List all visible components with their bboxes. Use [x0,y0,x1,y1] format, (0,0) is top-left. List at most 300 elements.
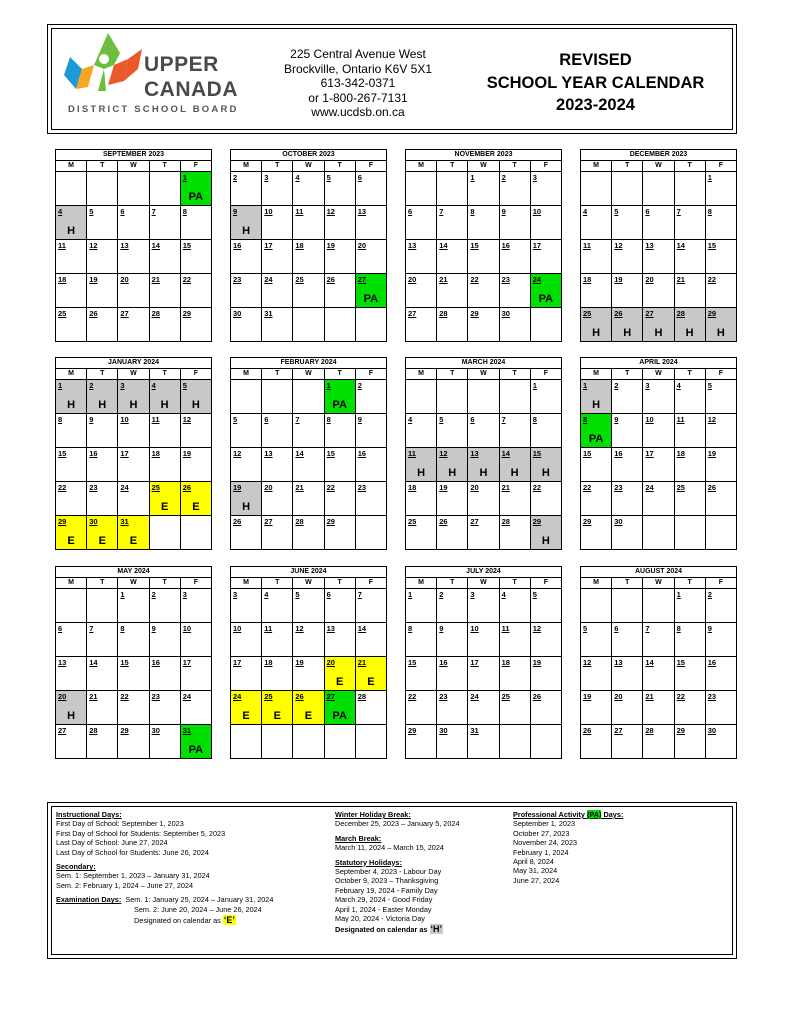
day-number: 13 [264,449,273,458]
day-cell [530,691,561,725]
day-cell [149,448,180,482]
day-number: 23 [357,483,367,492]
weekday-header: T [674,161,705,172]
legend-line: May 20, 2024 - Victoria Day [335,914,425,924]
day-cell [643,482,674,516]
day-cell [581,380,612,414]
day-cell [118,274,149,308]
day-cell [530,414,561,448]
day-number: 20 [357,241,367,250]
day-cell [87,448,118,482]
day-cell [437,380,468,414]
address-line: 225 Central Avenue West [290,47,426,61]
legend-instructional-column [56,810,336,925]
day-number: 3 [645,381,650,390]
day-cell [643,691,674,725]
day-number: 18 [295,241,304,250]
day-cell [262,657,293,691]
day-number: 11 [295,207,304,216]
day-cell [705,240,736,274]
day-number: 8 [326,415,331,424]
day-cell [674,240,705,274]
day-cell [674,657,705,691]
weekday-header: M [406,578,437,589]
day-number: 4 [583,207,588,216]
day-cell [87,380,118,414]
day-cell [118,448,149,482]
day-number: 22 [707,275,717,284]
day-cell [499,308,530,342]
day-designation: H [479,467,488,479]
day-number: 14 [357,624,367,633]
day-designation: H [191,399,200,411]
day-cell [149,172,180,206]
day-cell [180,240,211,274]
legend-line: October 27, 2023 [513,828,570,838]
day-number: 21 [89,692,98,701]
day-cell [406,725,437,759]
day-number: 5 [89,207,94,216]
day-cell [262,414,293,448]
title-line: REVISED [559,51,632,69]
weekday-header: W [468,578,499,589]
day-number: 11 [583,241,591,250]
day-number: 17 [233,658,242,667]
day-number: 1 [182,173,187,182]
day-designation: H [160,399,169,411]
day-cell [674,206,705,240]
day-cell [231,448,262,482]
month-title: DECEMBER 2023 [581,150,737,161]
instructional-heading: Instructional Days: [56,810,122,819]
day-cell [355,172,386,206]
weekday-header: T [499,161,530,172]
day-number: 1 [408,590,413,599]
day-number: 21 [645,692,654,701]
day-number: 15 [532,449,542,458]
day-cell [262,623,293,657]
day-number: 27 [120,309,129,318]
legend-line: December 25, 2023 – January 5, 2024 [335,819,460,829]
day-cell [324,172,355,206]
day-cell [180,725,211,759]
day-cell [118,589,149,623]
day-cell [293,380,324,414]
day-number: 7 [501,415,506,424]
day-number: 3 [264,173,269,182]
day-number: 28 [357,692,367,701]
day-cell [437,172,468,206]
day-number: 30 [89,517,98,526]
secondary-heading: Secondary: [56,862,96,872]
day-cell [437,657,468,691]
day-cell [437,516,468,550]
day-cell [231,657,262,691]
weekday-header: F [705,578,736,589]
day-number: 17 [645,449,654,458]
day-cell [355,657,386,691]
legend-line: Sem. 2: June 20, 2024 – June 26, 2024 [134,904,262,914]
day-cell [262,448,293,482]
day-number: 5 [326,173,331,182]
day-cell [499,448,530,482]
month-calendar [580,149,737,342]
day-cell [118,623,149,657]
day-cell [499,725,530,759]
day-cell [406,240,437,274]
day-cell [355,274,386,308]
day-number: 3 [233,590,238,599]
day-cell [643,380,674,414]
day-cell [355,448,386,482]
day-cell [231,691,262,725]
legend-line: June 27, 2024 [513,875,560,885]
day-cell [437,589,468,623]
day-number: 9 [614,415,619,424]
day-cell [56,516,87,550]
day-number: 1 [470,173,475,182]
march-break-heading: March Break: [335,833,382,843]
day-cell [293,691,324,725]
day-cell [149,206,180,240]
legend-line: Sem. 1: September 1, 2023 – January 31, 2024 [56,871,210,881]
month-calendar [230,357,387,550]
day-cell [643,172,674,206]
day-number: 25 [501,692,510,701]
day-number: 8 [583,415,588,424]
day-number: 12 [295,624,304,633]
day-cell [468,482,499,516]
weekday-header: M [581,369,612,380]
weekday-header: W [643,369,674,380]
day-designation: E [160,501,169,513]
day-cell [231,725,262,759]
day-number: 23 [151,692,160,701]
day-cell [581,240,612,274]
day-cell [468,240,499,274]
weekday-header: T [612,161,643,172]
day-cell [499,657,530,691]
day-number: 29 [408,726,417,735]
weekday-header: T [324,578,355,589]
day-number: 27 [357,275,367,284]
day-number: 10 [645,415,654,424]
weekday-header: T [499,578,530,589]
day-cell [87,623,118,657]
day-cell [406,206,437,240]
day-cell [530,725,561,759]
day-number: 28 [501,517,510,526]
weekday-header: T [674,578,705,589]
day-cell [293,482,324,516]
day-number: 26 [583,726,592,735]
day-number: 31 [264,309,273,318]
day-number: 23 [233,275,242,284]
day-cell [56,589,87,623]
month-calendar [405,566,562,759]
day-cell [530,380,561,414]
day-number: 10 [470,624,479,633]
day-number: 4 [501,590,506,599]
day-number: 14 [676,241,685,250]
month-calendar [55,149,212,342]
day-cell [87,172,118,206]
day-number: 30 [501,309,510,318]
day-number: 24 [532,275,542,284]
day-number: 15 [707,241,717,250]
day-cell [705,414,736,448]
day-designation: H [685,327,694,339]
day-cell [468,657,499,691]
day-number: 17 [470,658,479,667]
day-number: 15 [583,449,592,458]
logo-board-text: DISTRICT SCHOOL BOARD [68,104,239,115]
day-cell [705,623,736,657]
day-number: 9 [357,415,362,424]
exam-note-text: Designated on calendar as [134,916,221,926]
day-number: 23 [501,275,510,284]
day-cell [180,414,211,448]
day-number: 2 [89,381,94,390]
calendar-legend [47,802,737,959]
day-number: 7 [295,415,300,424]
day-cell [612,448,643,482]
day-number: 8 [676,624,681,633]
day-number: 5 [583,624,588,633]
day-number: 22 [326,483,335,492]
day-designation: H [541,535,550,547]
day-number: 11 [58,241,66,250]
day-cell [87,516,118,550]
day-cell [293,516,324,550]
day-number: 29 [707,309,717,318]
day-number: 7 [439,207,444,216]
day-number: 16 [614,449,623,458]
day-cell [149,308,180,342]
day-number: 29 [182,309,192,318]
day-number: 28 [295,517,304,526]
ucdsb-logo [58,29,243,125]
day-cell [180,691,211,725]
day-cell [406,516,437,550]
day-number: 8 [707,207,712,216]
day-number: 10 [182,624,192,633]
day-number: 21 [676,275,685,284]
day-cell [56,240,87,274]
day-number: 7 [676,207,681,216]
day-cell [499,414,530,448]
day-cell [56,274,87,308]
day-number: 9 [89,415,94,424]
day-number: 27 [264,517,273,526]
day-cell [643,308,674,342]
day-cell [581,206,612,240]
day-cell [293,623,324,657]
day-cell [355,725,386,759]
day-cell [87,691,118,725]
day-number: 18 [58,275,67,284]
weekday-header: T [149,161,180,172]
weekday-header: M [231,161,262,172]
day-number: 24 [470,692,479,701]
day-number: 27 [645,309,654,318]
day-cell [499,623,530,657]
day-designation: E [304,710,313,722]
day-designation: PA [588,433,604,445]
day-cell [180,623,211,657]
day-number: 9 [501,207,506,216]
pa-heading-text: Professional Activity [513,810,587,819]
board-address [268,47,448,120]
day-cell [406,482,437,516]
day-designation: H [67,399,76,411]
day-cell [180,516,211,550]
day-number: 3 [120,381,125,390]
day-number: 30 [151,726,160,735]
day-number: 4 [58,207,63,216]
day-number: 24 [264,275,273,284]
day-cell [180,448,211,482]
day-number: 17 [182,658,192,667]
day-number: 22 [470,275,479,284]
month-title: JUNE 2024 [231,567,387,578]
day-cell [262,482,293,516]
day-number: 25 [295,275,304,284]
day-number: 29 [676,726,685,735]
winter-break-heading: Winter Holiday Break: [335,810,411,819]
day-cell [437,414,468,448]
weekday-header: T [149,578,180,589]
day-cell [293,448,324,482]
day-designation: H [67,710,76,722]
day-number: 23 [614,483,623,492]
weekday-header: T [499,369,530,380]
weekday-header: W [293,578,324,589]
day-cell [118,172,149,206]
day-number: 2 [501,173,506,182]
weekday-header: M [56,369,87,380]
day-cell [437,725,468,759]
legend-line: April 8, 2024 [513,857,554,867]
day-cell [612,623,643,657]
day-designation: E [242,710,250,722]
day-number: 22 [408,692,417,701]
month-calendar [230,566,387,759]
day-number: 22 [120,692,129,701]
day-cell [468,448,499,482]
day-number: 16 [151,658,160,667]
day-cell [674,172,705,206]
day-cell [87,414,118,448]
day-cell [324,623,355,657]
day-cell [612,725,643,759]
day-number: 30 [614,517,623,526]
title-line: SCHOOL YEAR CALENDAR [486,73,705,92]
day-number: 16 [501,241,510,250]
day-cell [643,657,674,691]
day-cell [406,691,437,725]
day-cell [581,623,612,657]
day-number: 15 [182,241,192,250]
day-cell [355,589,386,623]
day-number: 17 [532,241,542,250]
day-cell [468,414,499,448]
day-cell [87,482,118,516]
day-number: 19 [439,483,448,492]
day-number: 20 [614,692,623,701]
day-number: 2 [707,590,712,599]
day-number: 13 [326,624,335,633]
day-number: 21 [357,658,367,667]
day-number: 2 [357,381,362,390]
day-number: 29 [470,309,479,318]
day-designation: H [98,399,107,411]
day-cell [406,380,437,414]
day-number: 8 [532,415,537,424]
day-cell [612,274,643,308]
day-cell [468,589,499,623]
day-number: 13 [470,449,479,458]
day-cell [705,482,736,516]
title-line: 2023-2024 [556,96,635,114]
day-number: 22 [676,692,685,701]
day-cell [581,172,612,206]
day-cell [149,240,180,274]
day-cell [324,482,355,516]
day-designation: E [129,535,138,547]
month-title: OCTOBER 2023 [231,150,387,161]
day-number: 27 [58,726,67,735]
day-number: 15 [676,658,685,667]
month-title: MAY 2024 [56,567,212,578]
day-cell [406,589,437,623]
day-cell [118,240,149,274]
day-number: 20 [470,483,479,492]
day-number: 18 [408,483,417,492]
day-cell [581,516,612,550]
day-designation: H [129,399,138,411]
day-designation: PA [538,293,554,305]
day-number: 22 [583,483,592,492]
day-cell [468,308,499,342]
weekday-header: F [180,161,211,172]
day-number: 25 [583,309,592,318]
day-cell [530,172,561,206]
weekday-header: F [530,161,561,172]
day-cell [180,380,211,414]
weekday-header: T [262,369,293,380]
day-cell [231,414,262,448]
day-cell [468,623,499,657]
day-number: 26 [707,483,717,492]
weekday-header: F [180,578,211,589]
day-cell [118,691,149,725]
day-number: 18 [264,658,273,667]
day-cell [468,172,499,206]
weekday-header: T [612,369,643,380]
day-number: 2 [233,173,238,182]
weekday-header: T [262,161,293,172]
day-number: 26 [182,483,192,492]
day-cell [56,623,87,657]
day-number: 6 [264,415,269,424]
day-cell [612,589,643,623]
day-cell [56,380,87,414]
day-cell [674,725,705,759]
month-calendar [405,149,562,342]
day-cell [118,206,149,240]
month-calendar [580,357,737,550]
